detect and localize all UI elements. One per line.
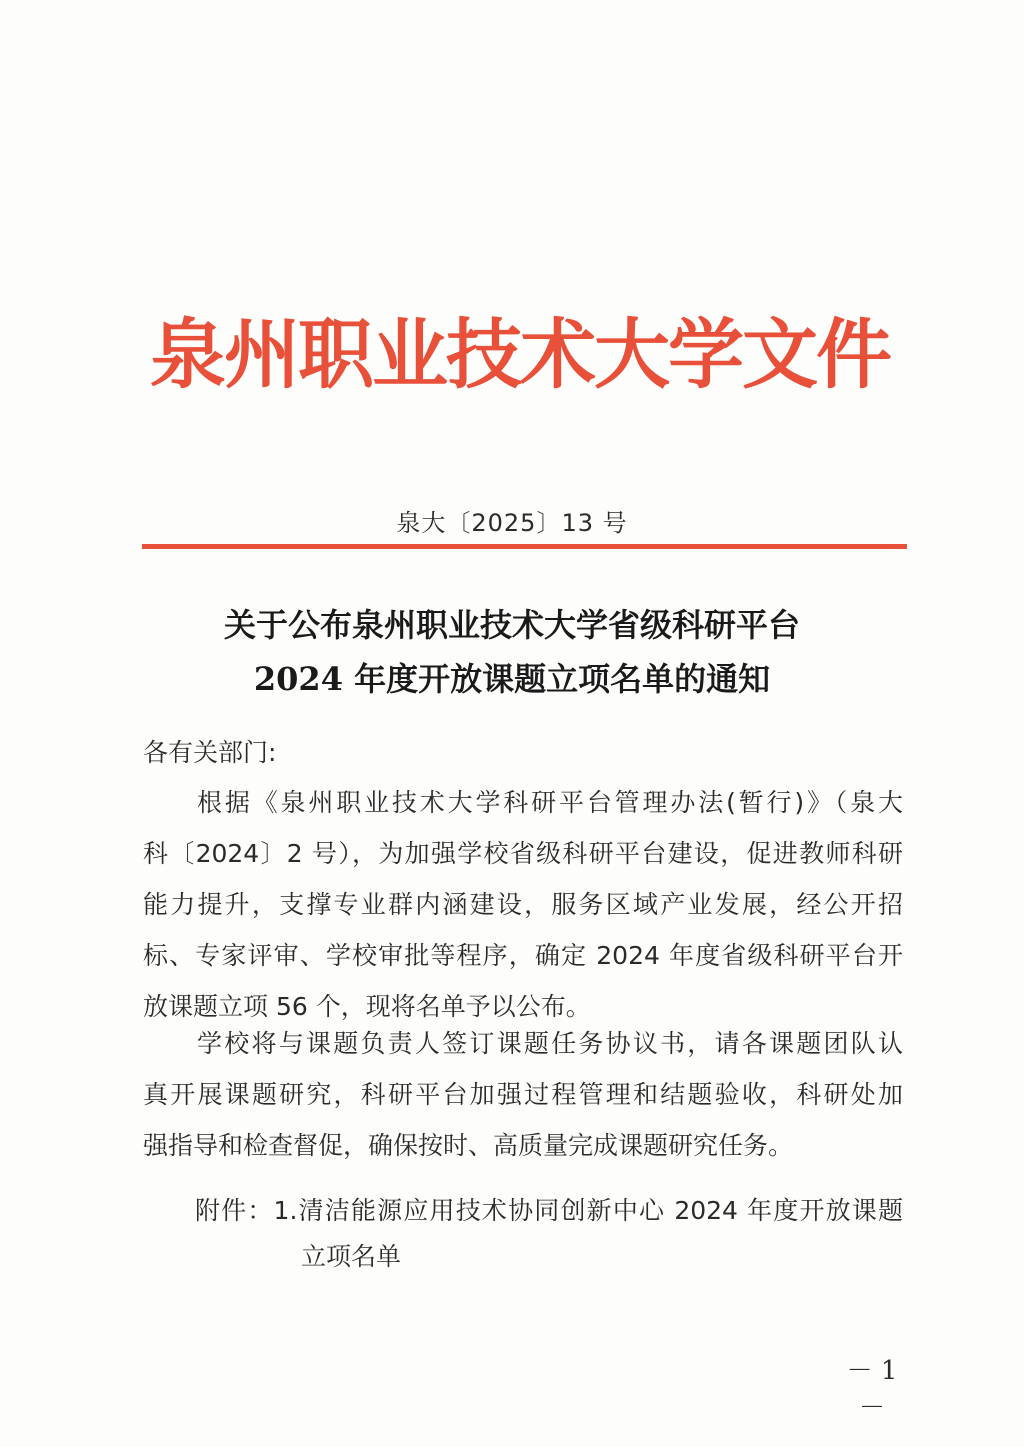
paragraph-line: 真开展课题研究，科研平台加强过程管理和结题验收，科研处加 <box>143 1080 903 1109</box>
attachment-line: 附件：1.清洁能源应用技术协同创新中心 2024 年度开放课题 <box>195 1196 903 1225</box>
page-number: － 1 － <box>846 1356 898 1423</box>
red-divider-line <box>142 544 907 549</box>
paragraph-line: 强指导和检查督促，确保按时、高质量完成课题研究任务。 <box>143 1131 794 1160</box>
paragraph-line: 能力提升，支撑专业群内涵建设，服务区域产业发展，经公开招 <box>143 890 903 919</box>
institution-title: 泉州职业技术大学文件 <box>150 310 890 399</box>
body-paragraph-2 <box>143 1018 903 1171</box>
notice-title-line-1: 关于公布泉州职业技术大学省级科研平台 <box>223 606 800 644</box>
paragraph-line: 根据《泉州职业技术大学科研平台管理办法(暂行)》（泉大 <box>197 788 903 817</box>
attachment-list <box>195 1188 903 1280</box>
paragraph-line: 科〔2024〕2 号），为加强学校省级科研平台建设，促进教师科研 <box>143 839 903 868</box>
paragraph-line: 学校将与课题负责人签订课题任务协议书，请各课题团队认 <box>197 1029 903 1058</box>
paragraph-line: 标、专家评审、学校审批等程序，确定 2024 年度省级科研平台开 <box>143 941 903 970</box>
notice-title-line-2: 2024 年度开放课题立项名单的通知 <box>253 660 771 698</box>
body-paragraph-1 <box>143 777 903 1032</box>
document-number: 泉大〔2025〕13 号 <box>396 509 628 537</box>
salutation: 各有关部门: <box>143 738 277 767</box>
attachment-line: 立项名单 <box>301 1242 402 1271</box>
paragraph-line: 放课题立项 56 个，现将名单予以公布。 <box>143 992 591 1021</box>
